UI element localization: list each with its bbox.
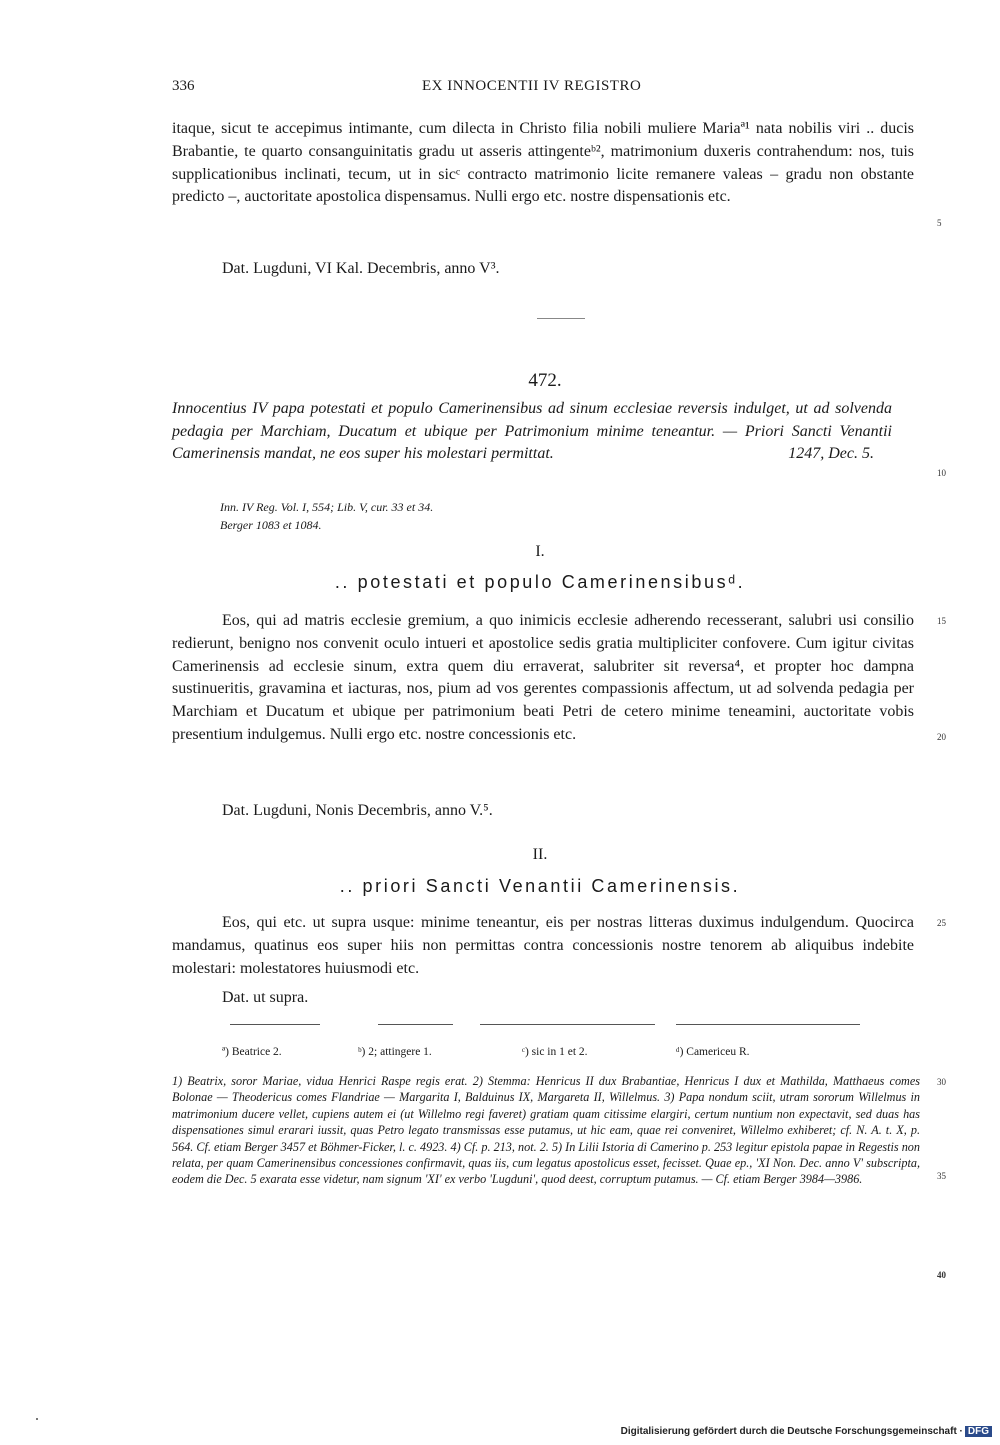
section-2-text: Eos, qui etc. ut supra usque: minime teneantur, eis per nostras litteras duximus indulgendum. Quocirca mandamus, quatinus eos super hiis non permittas contra concessionis nostre tenorem ab aliquibus indebite molestari: molestatores huiusmodi etc.	[172, 914, 914, 977]
document-abstract	[172, 398, 892, 466]
footnote-rule-2	[378, 1024, 453, 1025]
running-header	[172, 78, 918, 100]
margin-line-number: 40	[937, 1270, 946, 1280]
top-paragraph: itaque, sicut te accepimus intimante, cum dilecta in Christo filia nobili muliere Mariaª¹ nata nobilis viri .. ducis Brabantie, te quarto consanguinitatis gradu ut asseris attingenteᵇ², matrimonium duxeris contrahendum: nos, tuis supplicationibus inclinati, tecum, ut in sicᶜ contracto matrimonio licite remanere valeas – gradu non obstante predicto –, auctoritate apostolica dispensamus. Nulli ergo etc. nostre dispensationis etc.	[172, 120, 914, 206]
source-line-1: Inn. IV Reg. Vol. I, 554; Lib. V, cur. 33 et 34.	[220, 500, 434, 514]
margin-line-number: 5	[937, 218, 942, 228]
section-1-numeral: I.	[535, 543, 545, 560]
document-number: 472.	[528, 370, 562, 391]
page-number: 336	[172, 78, 195, 94]
historical-notes: 1) Beatrix, soror Mariae, vidua Henrici Raspe regis erat. 2) Stemma: Henricus II dux Brabantiae, Henricus I dux et Mathilda, Matthaeus comes Bolonae — Theodericus comes Flandriae — Margarita I, Balduinus IX, Margareta II, Willelmus. 3) Papa nondum sciit, utram sororum Willelmus in matrimonium ducere vellet, cupiens autem ei (ut Willelmo regi faveret) gratiam quam citissime elargiri, certum nuntium non expectavit, sed duas has dispensationes simul erarari iussit, quas Petro legato transmissas esse putamus, ut hic eam, quae rei conveniret, Willelmo exhiberet; cf. N. A. t. X, p. 564. Cf. etiam Berger 3457 et Böhmer-Ficker, l. c. 4923. 4) Cf. p. 213, not. 2. 5) In Lilii Istoria di Camerino p. 253 legitur epistola papae in Regestis non relata, per quam Camerinensibus concessiones confirmavit, quas iis, cum legatus apostolicus esset, fecisset. Quae ep., 'XI Non. Dec. anno V' subscripta, eodem die Dec. 5 exarata esse videtur, nam signum 'XI' ex verbo 'Lugduni', quod deest, corruptum putamus. — Cf. etiam Berger 3984—3986.	[172, 1074, 920, 1187]
section-2-addressee: .. priori Sancti Venantii Camerinensis.	[339, 876, 741, 896]
dfg-logo: DFG	[965, 1426, 992, 1437]
abstract-date: 1247, Dec. 5.	[788, 445, 874, 462]
footnote-rule-1	[230, 1024, 320, 1025]
footnote-rule-4	[676, 1024, 860, 1025]
section-divider	[537, 318, 585, 319]
section-1-dat-line: Dat. Lugduni, Nonis Decembris, anno V.⁵.	[222, 802, 493, 819]
running-title: EX INNOCENTII IV REGISTRO	[422, 78, 642, 94]
apparatus-note-c: ᶜ) sic in 1 et 2.	[522, 1046, 588, 1058]
abstract-text: Innocentius IV papa potestati et populo Camerinensibus ad sinum ecclesiae reversis indulget, ut ad solvenda pedagia per Marchiam, Ducatum et ubique per Patrimonium minime teneantur. — Priori Sancti Venantii Camerinensis mandat, ne eos super his molestari permittat.	[172, 400, 892, 462]
margin-line-number: 35	[937, 1171, 946, 1181]
top-dat-line: Dat. Lugduni, VI Kal. Decembris, anno V³.	[222, 260, 500, 277]
digitization-footer	[621, 1426, 992, 1437]
apparatus-note-b: ᵇ) 2; attingere 1.	[358, 1046, 432, 1058]
section-2-numeral: II.	[532, 846, 548, 863]
margin-line-number: 20	[937, 732, 946, 742]
footer-text: Digitalisierung gefördert durch die Deutsche Forschungsgemeinschaft ·	[620, 1426, 963, 1437]
section-2-dat-line: Dat. ut supra.	[222, 989, 309, 1006]
footnote-rule-3	[480, 1024, 655, 1025]
section-1-text: Eos, qui ad matris ecclesie gremium, a quo inimicis ecclesie adherendo recesserant, salubri usi consilio redierunt, benigno nos convenit oculo intueri et apostolice sedis gratia multipliciter confovere. Cum igitur civitas Camerinensis ad ecclesie sinum, extra quem diu erraverat, salubriter sit reversa⁴, et propter hoc dampna sustinueritis, gravamina et iacturas, nos, pium ad vos gerentes compassionis affectum, ut ad solvenda pedagia per Marchiam et Ducatum et ubique per patrimonium beati Petri de cetero minime teneamini, auctoritate vobis presentium indulgemus. Nulli ergo etc. nostre concessionis etc.	[172, 612, 914, 743]
margin-line-number: 10	[937, 468, 946, 478]
margin-line-number: 15	[937, 616, 946, 626]
margin-line-number: 25	[937, 918, 946, 928]
margin-line-number: 30	[937, 1077, 946, 1087]
source-line-2: Berger 1083 et 1084.	[220, 518, 322, 532]
apparatus-note-a: ª) Beatrice 2.	[222, 1046, 282, 1058]
section-1-addressee: .. potestati et populo Camerinensibusᵈ.	[334, 572, 746, 592]
scan-speck	[36, 1418, 38, 1420]
apparatus-note-d: ᵈ) Camericeu R.	[676, 1046, 750, 1058]
